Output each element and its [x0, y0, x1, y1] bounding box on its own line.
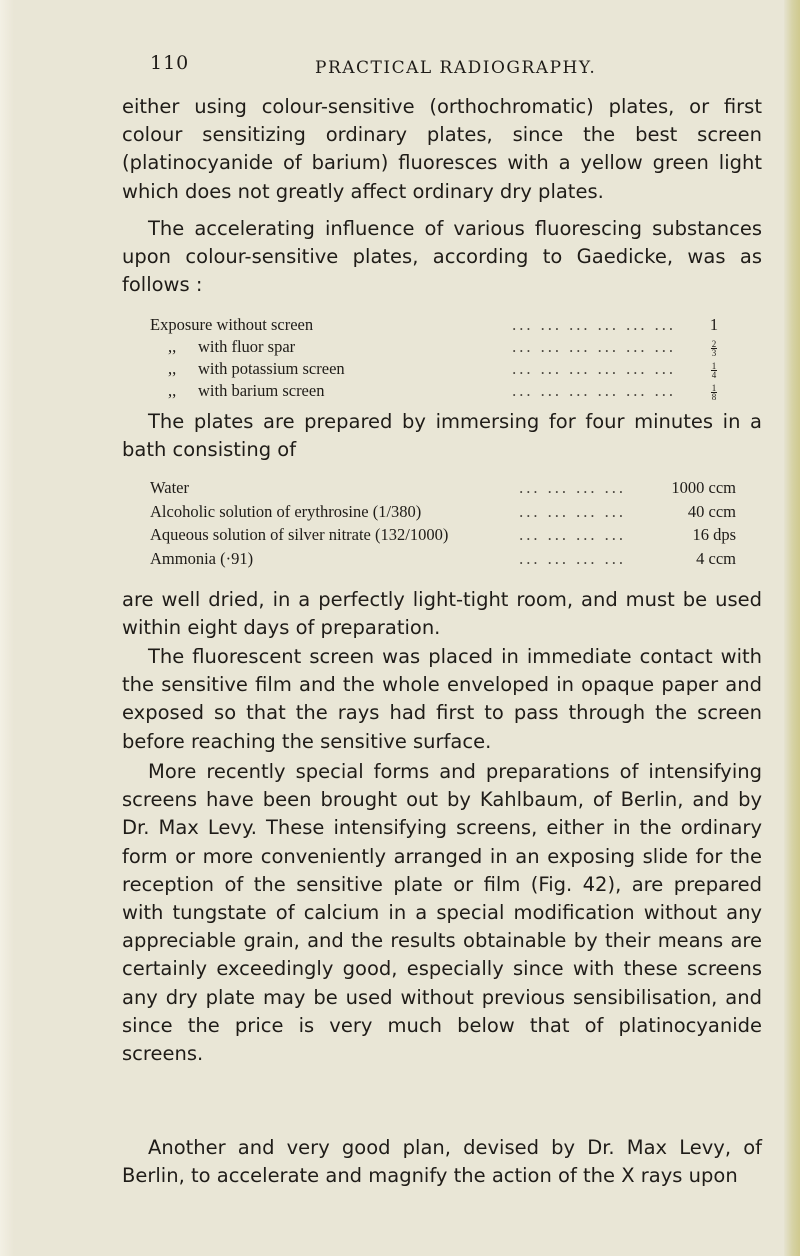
leader-dots: ... ... ... ... — [519, 548, 626, 568]
leader-dots: ... ... ... ... — [519, 525, 626, 544]
exposure-label: Exposure without screen — [150, 315, 314, 334]
exposure-row — [150, 337, 736, 359]
leader-dots: ... ... ... ... — [519, 478, 626, 497]
bath-row — [150, 502, 736, 526]
exposure-label: with potassium screen — [198, 359, 345, 378]
leader-dots: ... ... ... ... ... ... — [512, 315, 676, 334]
ditto-mark: ,, — [168, 359, 177, 378]
paragraph-5: The fluorescent screen was placed in immediate contact with the sensitive film and the whole enveloped in opaque paper and exposed so that the rays had first to pass through the screen before reaching the sensitive surface. — [122, 645, 762, 753]
leader-dots: ... ... ... ... ... ... — [512, 359, 676, 378]
bath-row — [150, 478, 736, 502]
fraction: $\frac{2}{3}$ — [711, 338, 717, 358]
paragraph-6: More recently special forms and preparations of intensifying screens have been brought out by Kahlbaum, of Berlin, and by Dr. Max Levy. These intensifying screens, either in the ordinary form or more conveniently arranged in an exposing slide for the reception of the sensitive plate or film (Fig. 42), are prepared with tungstate of calcium in a special modification without any appreciable grain, and the results obtainable by their means are certainly exceedingly good, especially since with these screens any dry plate may be used without previous sensibilisation, and since the price is very much below that of platinocyanide screens. — [122, 760, 762, 1066]
exposure-row — [150, 359, 736, 381]
fraction: $\frac{1}{8}$ — [711, 382, 717, 402]
exposure-value — [692, 359, 736, 379]
ditto-mark: ,, — [168, 381, 177, 400]
bath-label: Alcoholic solution of erythrosine (1/380) — [150, 501, 422, 521]
paragraph-3: The plates are prepared by immersing for four minutes in a bath consisting of — [122, 410, 762, 462]
page-header — [150, 52, 710, 82]
running-head: PRACTICAL RADIOGRAPHY. — [315, 58, 597, 78]
bath-value: 16 dps — [692, 525, 736, 544]
exposure-row — [150, 315, 736, 337]
page-edge-left — [0, 0, 14, 1256]
paragraph-7: Another and very good plan, devised by Dr. Max Levy, of Berlin, to accelerate and magnify the action of the X rays upon — [122, 1136, 762, 1188]
bath-row — [150, 549, 736, 573]
paragraph-1: either using colour-sensitive (orthochromatic) plates, or first colour sensitizing ordinary plates, since the best screen (platinocyanide of barium) fluoresces with a yellow green light which does not greatly affect ordinary dry plates. — [122, 95, 762, 203]
bath-table — [150, 478, 736, 572]
exposure-table — [150, 315, 736, 403]
exposure-value — [692, 381, 736, 401]
fraction: $\frac{1}{4}$ — [711, 360, 717, 380]
exposure-label: with fluor spar — [198, 337, 296, 356]
exposure-row — [150, 381, 736, 403]
bath-value: 1000 ccm — [671, 478, 736, 497]
bath-label: Aqueous solution of silver nitrate (132/1000) — [150, 525, 449, 544]
bath-label: Water — [150, 478, 189, 497]
bath-value: 40 ccm — [687, 501, 736, 521]
bath-label: Ammonia (·91) — [150, 548, 254, 568]
bath-value: 4 ccm — [696, 548, 736, 568]
leader-dots: ... ... ... ... ... ... — [512, 337, 676, 356]
exposure-label: with barium screen — [198, 381, 325, 400]
leader-dots: ... ... ... ... ... ... — [512, 381, 676, 400]
paragraph-2: The accelerating influence of various fluorescing substances upon colour-sensitive plates, according to Gaedicke, was as follows : — [122, 217, 762, 297]
page-edge-right — [784, 0, 800, 1256]
page-number: 110 — [150, 52, 190, 74]
paragraph-4: are well dried, in a perfectly light-tight room, and must be used within eight days of preparation. — [122, 588, 762, 640]
bath-row — [150, 525, 736, 549]
leader-dots: ... ... ... ... — [519, 501, 626, 521]
exposure-value — [692, 337, 736, 357]
ditto-mark: ,, — [168, 337, 177, 356]
exposure-value: 1 — [709, 315, 719, 334]
